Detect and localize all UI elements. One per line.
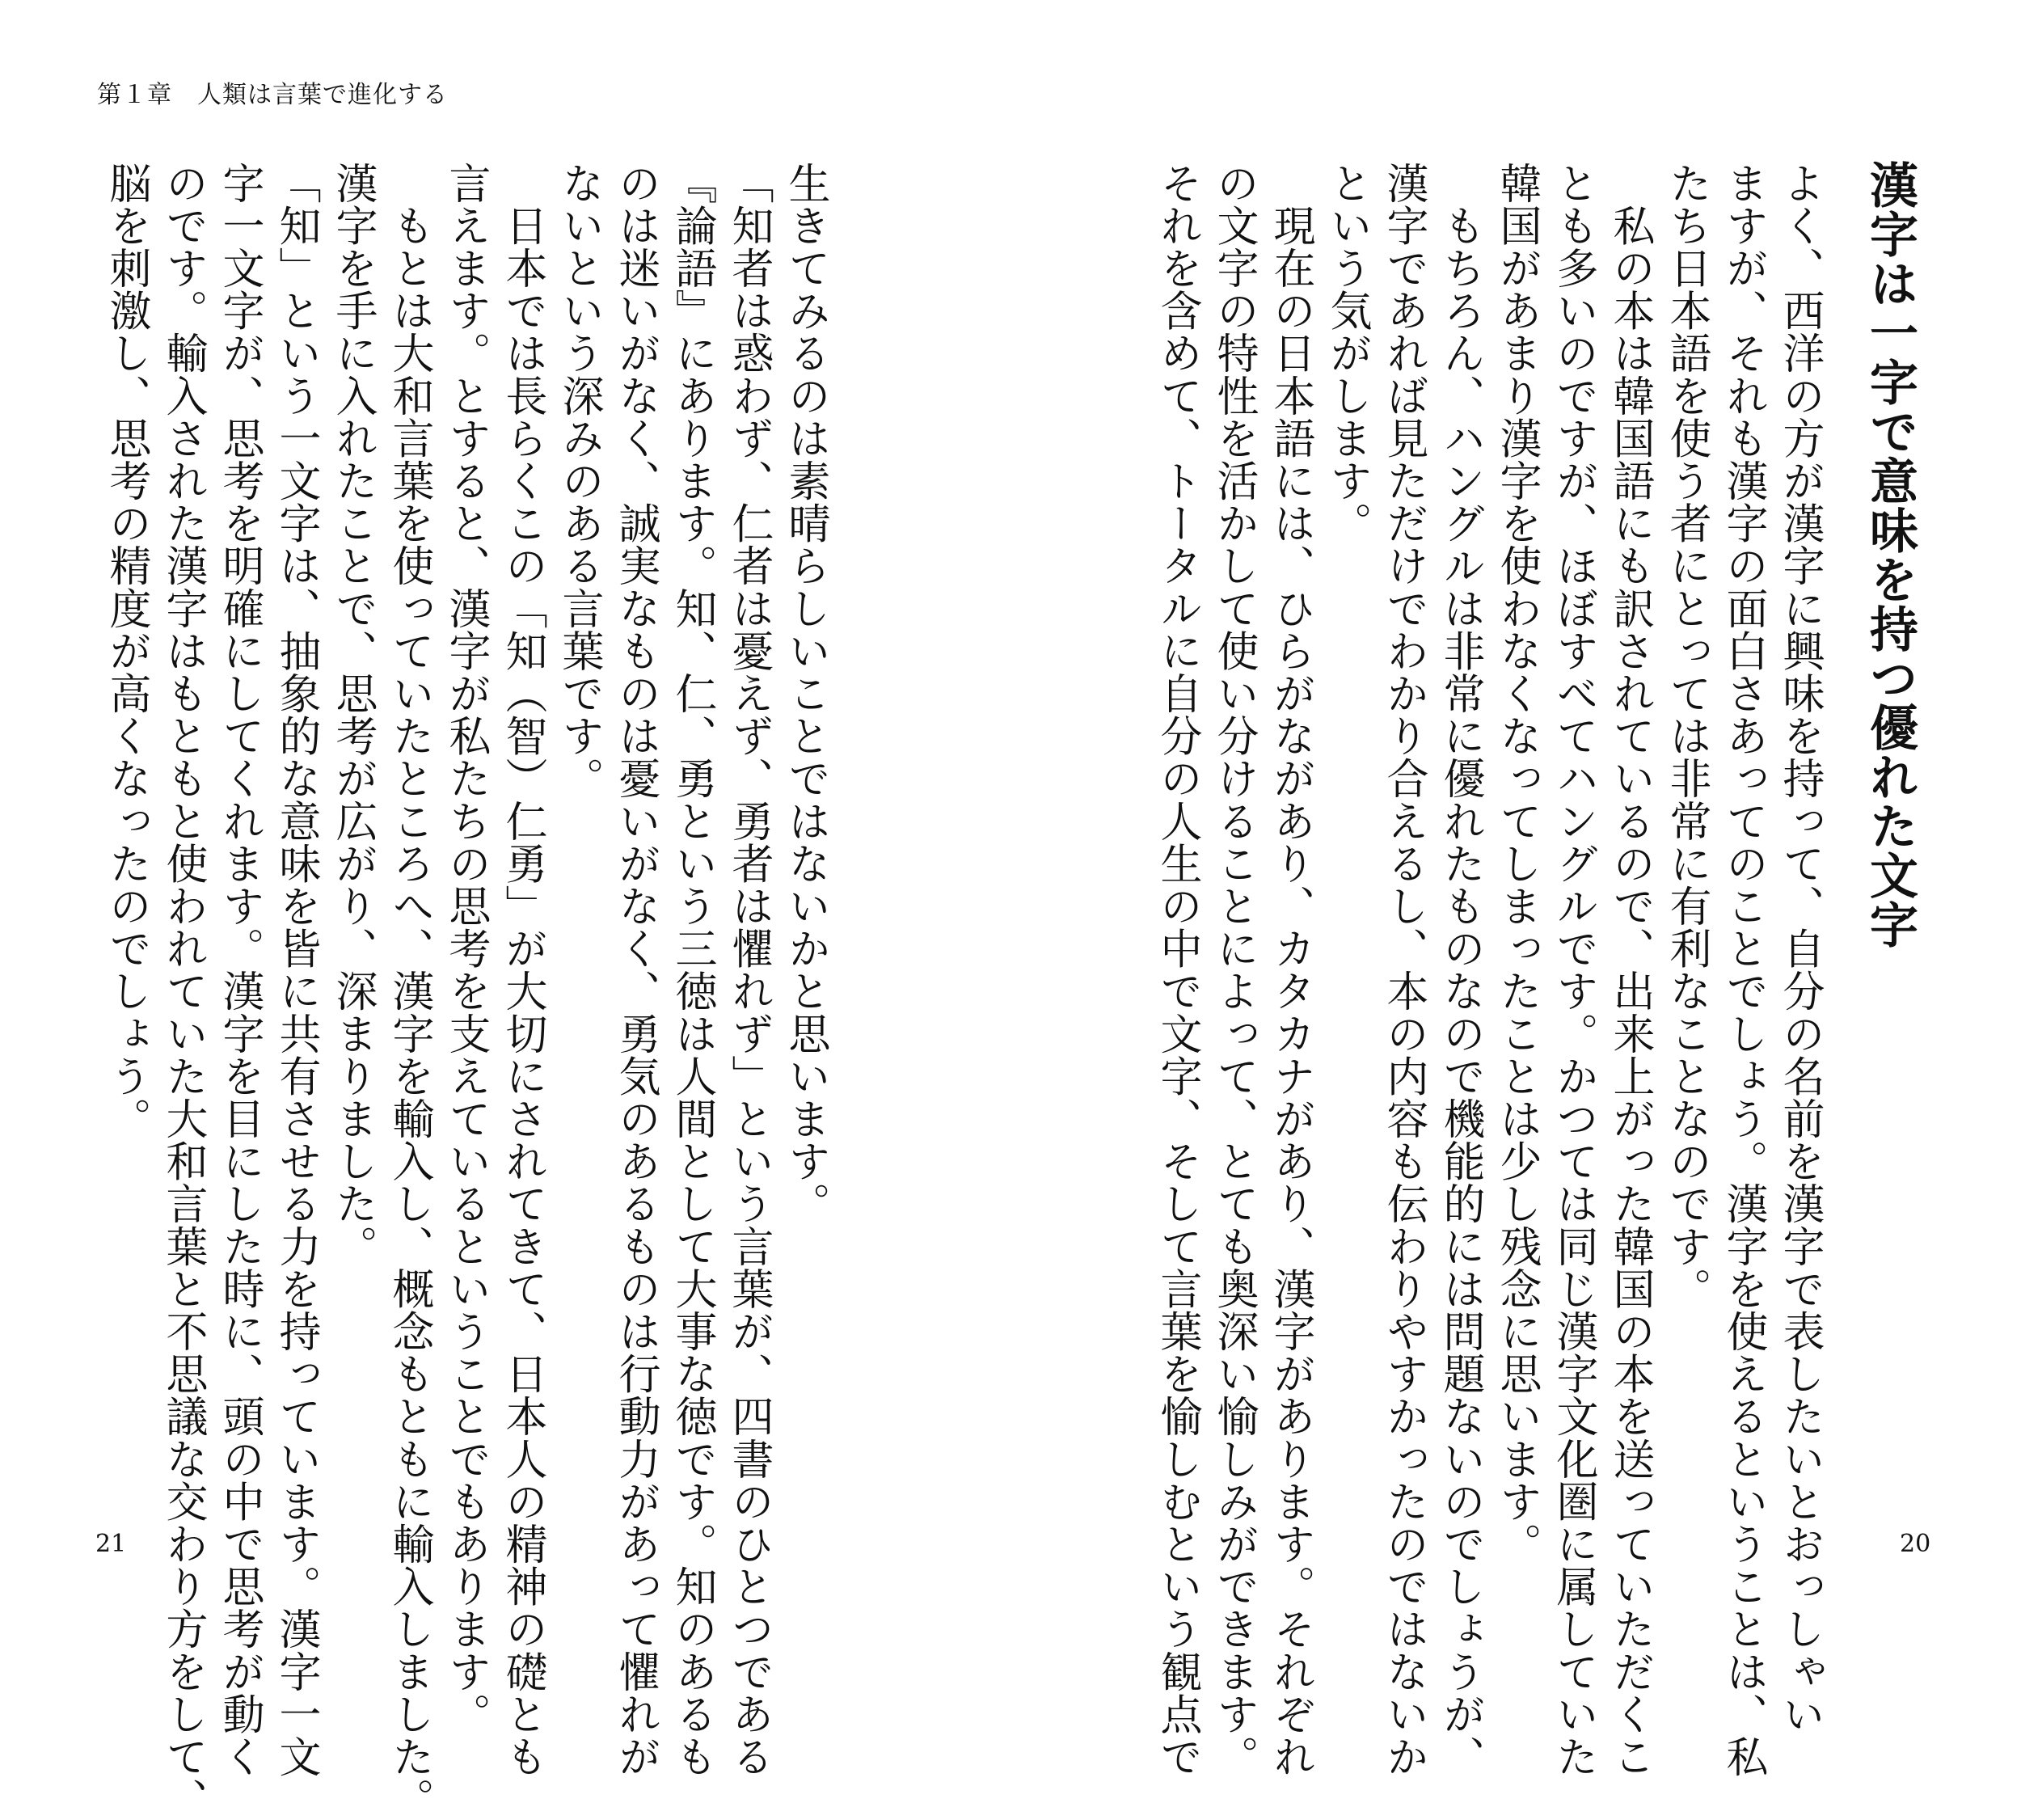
page-number-right: 20 [1900,1530,1931,1558]
text-line: とも多いのですが、ほぼすべてハングルです。かつては同じ漢字文化圏に属していた [1549,162,1597,1778]
text-line: それを含めて、トータルに自分の人生の中で文字、そして言葉を愉しむという観点で [1153,162,1201,1778]
text-line: たち日本語を使う者にとっては非常に有利なことなのです。 [1662,162,1711,1311]
text-line: の文字の特性を活かして使い分けることによって、とても奥深い愉しみができます。 [1209,162,1258,1778]
text-line: 韓国があまり漢字を使わなくなってしまったことは少し残念に思います。 [1492,162,1541,1565]
page-number-left: 21 [95,1530,127,1558]
text-line: ますが、それも漢字の面白さあってのことでしょう。漢字を使えるということは、私 [1719,162,1767,1778]
text-line: 『論語』にあります。知、仁、勇という三徳は人間として大事な徳です。知のあるも [668,162,716,1778]
text-line: という気がします。 [1323,162,1371,545]
text-line: ないという深みのある言葉です。 [555,162,603,800]
text-line: 現在の日本語には、ひらがながあり、カタカナがあり、漢字があります。それぞれ [1266,162,1314,1778]
text-line: 「知」という一文字は、抽象的な意味を皆に共有させる力を持っています。漢字一文 [272,162,320,1778]
text-line: もちろん、ハングルは非常に優れたものなので機能的には問題ないのでしょうが、 [1436,162,1484,1778]
text-line: 言えます。とすると、漢字が私たちの思考を支えているということでもあります。 [441,162,490,1736]
text-line: 生きてみるのは素晴らしいことではないかと思います。 [781,162,829,1225]
text-line: 漢字を手に入れたことで、思考が広がり、深まりました。 [328,162,377,1268]
text-line: 字一文字が、思考を明確にしてくれます。漢字を目にした時に、頭の中で思考が動く [215,162,264,1778]
text-line: 日本では長らくこの「知（智）仁勇」が大切にされてきて、日本人の精神の礎とも [498,162,546,1778]
text-line: のは迷いがなく、誠実なものは憂いがなく、勇気のあるものは行動力があって懼れが [611,162,660,1778]
text-line: のです。輸入された漢字はもともと使われていた大和言葉と不思議な交わり方をして、 [158,162,207,1820]
running-header: 第１章 人類は言葉で進化する [97,81,448,109]
text-line: 脳を刺激し、思考の精度が高くなったのでしょう。 [102,162,150,1140]
section-title: 漢字は一字で意味を持つ優れた文字 [1862,160,1918,949]
text-line: もとは大和言葉を使っていたところへ、漢字を輸入し、概念もともに輸入しました。 [385,162,433,1820]
text-line: 漢字であれば見ただけでわかり合えるし、本の内容も伝わりやすかったのではないか [1379,162,1428,1778]
text-line: 「知者は惑わず、仁者は憂えず、勇者は懼れず」という言葉が、四書のひとつである [724,162,773,1778]
text-line: 私の本は韓国語にも訳されているので、出来上がった韓国の本を送っていただくこ [1605,162,1654,1778]
text-line: よく、西洋の方が漢字に興味を持って、自分の名前を漢字で表したいとおっしゃい [1775,162,1824,1736]
